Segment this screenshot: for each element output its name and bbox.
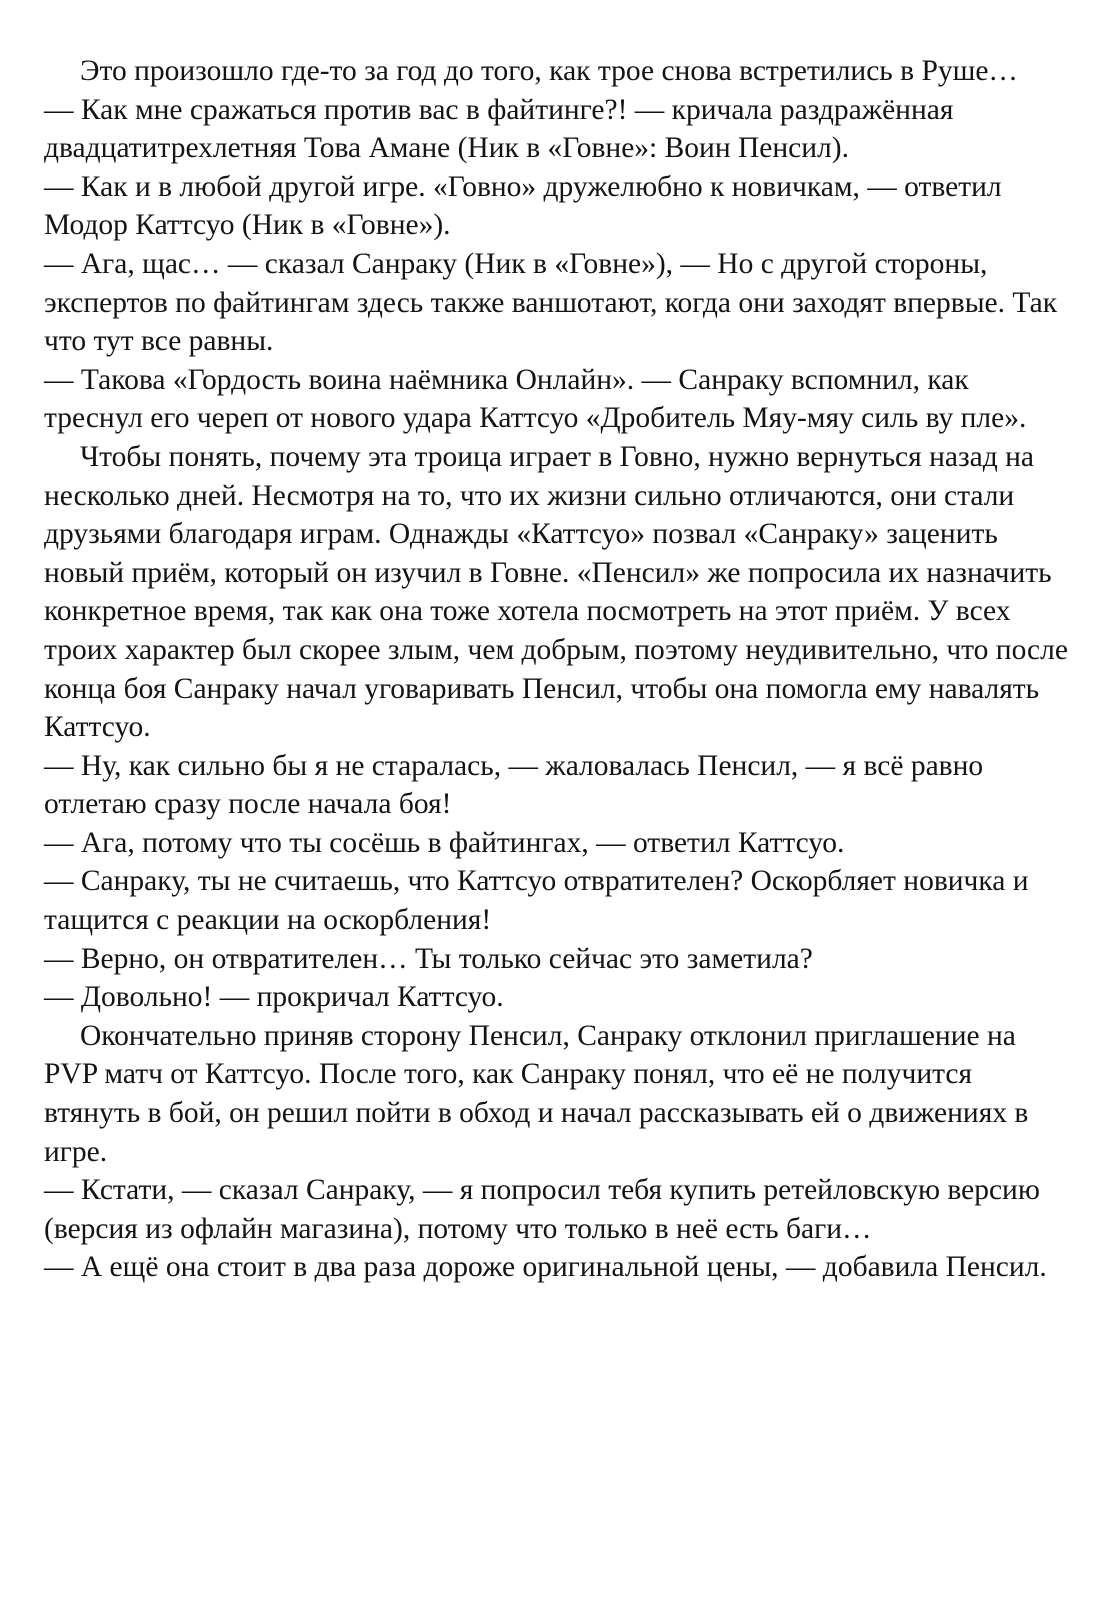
dialogue-line: — Ага, щас… — сказал Санраку (Ник в «Говне»), — Но с другой стороны, экспертов по файтингам здесь также ваншотают, когда они заходят впервые. Так что тут все равны. — [44, 247, 1058, 358]
dialogue-line: — Как и в любой другой игре. «Говно» дружелюбно к новичкам, — ответил Модор Каттсуо (Ник в «Говне»). — [44, 170, 1002, 242]
dialogue-line: — Ну, как сильно бы я не старалась, — жаловалась Пенсил, — я всё равно отлетаю сразу после начала боя! — [44, 749, 984, 821]
dialogue-line: — А ещё она стоит в два раза дороже оригинальной цены, — добавила Пенсил. — [44, 1251, 1047, 1284]
dialogue-line: — Ага, потому что ты сосёшь в файтингах, — ответил Каттсуо. — [44, 826, 845, 859]
paragraph-intro: Это произошло где-то за год до того, как трое снова встретились в Руше… — [80, 55, 1018, 87]
paragraph-narrative: Окончательно приняв сторону Пенсил, Санраку отклонил приглашение на PVP матч от Каттсуо. После того, как Санраку понял, что её не получится втянуть в бой, он решил пойти в обход и начал рассказывать ей о движениях в игре. — [44, 1019, 1029, 1168]
dialogue-line: — Довольно! — прокричал Каттсуо. — [44, 981, 504, 1014]
dialogue-line: — Как мне сражаться против вас в файтинге?! — кричала раздражённая двадцатитрехлетняя Това Амане (Ник в «Говне»: Воин Пенсил). — [44, 93, 954, 165]
dialogue-line: — Санраку, ты не считаешь, что Каттсуо отвратителен? Оскорбляет новичка и тащится с реакции на оскорбления! — [44, 865, 1029, 937]
dialogue-line: — Верно, он отвратителен… Ты только сейчас это заметила? — [44, 942, 813, 975]
dialogue-line: — Кстати, — сказал Санраку, — я попросил тебя купить ретейловскую версию (версия из офлайн магазина), потому что только в неё есть баги… — [44, 1174, 1040, 1245]
document-page — [44, 52, 1074, 1287]
paragraph-narrative: Чтобы понять, почему эта троица играет в Говно, нужно вернуться назад на несколько дней. Несмотря на то, что их жизни сильно отличаются, они стали друзьями благодаря играм. Однажды «Каттсуо» позвал «Санраку» заценить новый приём, который он изучил в Говне. «Пенсил» же попросила их назначить конкретное время, так как она тоже хотела посмотреть на этот приём. У всех троих характер был скорее злым, чем добрым, поэтому неудивительно, что после конца боя Санраку начал уговаривать Пенсил, чтобы она помогла ему навалять Каттсуо. — [44, 440, 1068, 744]
dialogue-line: — Такова «Гордость воина наёмника Онлайн». — Санраку вспомнил, как треснул его череп от нового удара Каттсуо «Дробитель Мяу-мяу силь ву пле». — [44, 363, 1027, 435]
